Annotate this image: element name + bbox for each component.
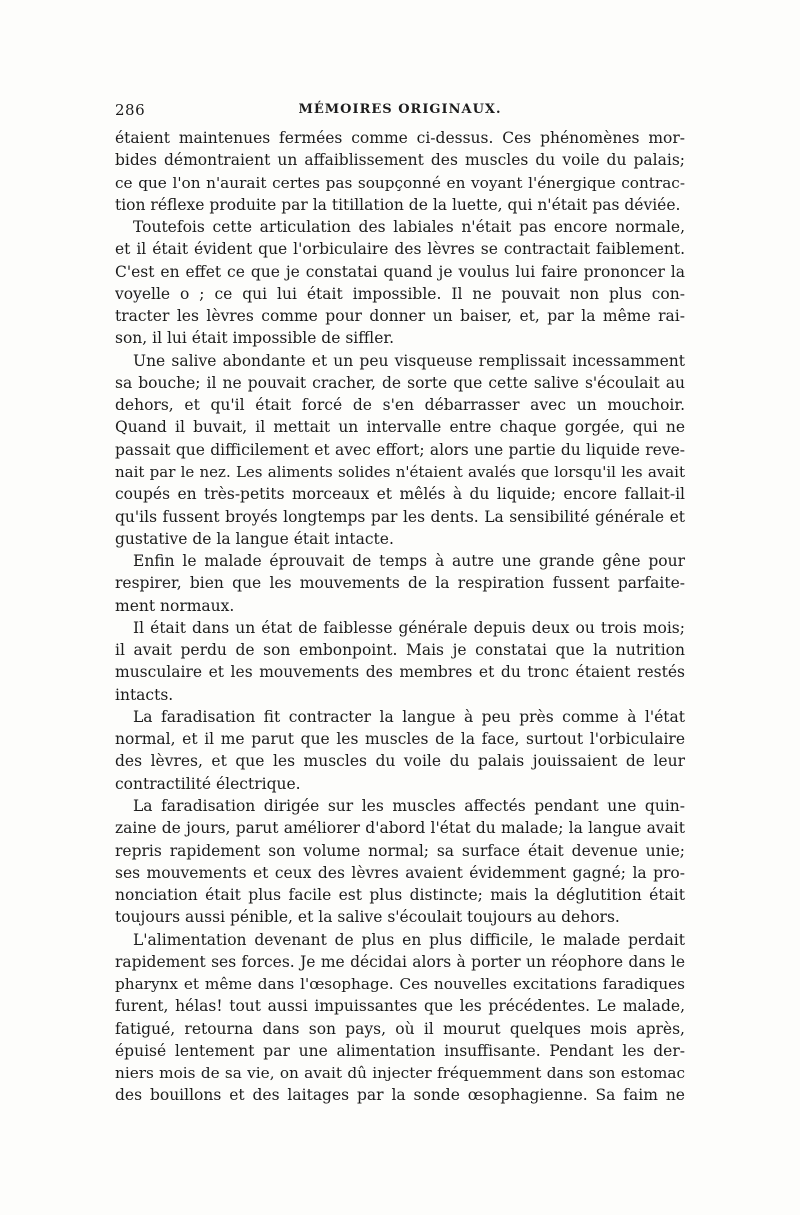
text-line: niers mois de sa vie, on avait dû injecter fréquemment dans son estomac bbox=[115, 1064, 685, 1083]
page-number: 286 bbox=[115, 101, 146, 119]
running-title: MÉMOIRES ORIGINAUX. bbox=[298, 102, 502, 117]
text-line: toujours aussi pénible, et la salive s'écoulait toujours au dehors. bbox=[115, 908, 620, 927]
text-line: zaine de jours, parut améliorer d'abord l'état du malade; la langue avait bbox=[115, 819, 685, 838]
text-line: C'est en effet ce que je constatai quand je voulus lui faire prononcer la bbox=[115, 262, 685, 281]
text-line: repris rapidement son volume normal; sa surface était devenue unie; bbox=[115, 841, 685, 860]
text-line: Toutefois cette articulation des labiales n'était pas encore normale, bbox=[133, 218, 685, 237]
text-line: respirer, bien que les mouvements de la respiration fussent parfaite- bbox=[115, 574, 685, 593]
text-line: nonciation était plus facile est plus distincte; mais la déglutition était bbox=[115, 886, 685, 905]
text-line: tion réflexe produite par la titillation de la luette, qui n'était pas déviée. bbox=[115, 195, 681, 214]
text-line: étaient maintenues fermées comme ci-dessus. Ces phénomènes mor- bbox=[115, 129, 685, 147]
text-line: nait par le nez. Les aliments solides n'étaient avalés que lorsqu'il les avait bbox=[115, 462, 685, 481]
running-head bbox=[115, 100, 685, 124]
text-line: Il était dans un état de faiblesse générale depuis deux ou trois mois; bbox=[133, 618, 685, 637]
text-line: ce que l'on n'aurait certes pas soupçonné en voyant l'énergique contrac- bbox=[115, 173, 685, 192]
text-line: Enfin le malade éprouvait de temps à autre une grande gêne pour bbox=[133, 552, 685, 571]
text-line: son, il lui était impossible de siffler. bbox=[115, 329, 395, 348]
text-line: Quand il buvait, il mettait un intervalle entre chaque gorgée, qui ne bbox=[115, 418, 685, 437]
text-line: La faradisation fit contracter la langue à peu près comme à l'état bbox=[133, 707, 685, 726]
text-line: des lèvres, et que les muscles du voile du palais jouissaient de leur bbox=[115, 752, 685, 771]
text-line: qu'ils fussent broyés longtemps par les dents. La sensibilité générale et bbox=[115, 507, 685, 526]
text-line: Une salive abondante et un peu visqueuse remplissait incessamment bbox=[133, 351, 685, 370]
text-line: ment normaux. bbox=[115, 596, 235, 615]
text-line: L'alimentation devenant de plus en plus difficile, le malade perdait bbox=[133, 930, 685, 949]
text-line: voyelle o ; ce qui lui était impossible. Il ne pouvait non plus con- bbox=[115, 284, 685, 303]
text-line: fatigué, retourna dans son pays, où il mourut quelques mois après, bbox=[115, 1019, 685, 1038]
body-text bbox=[115, 127, 685, 1107]
text-line: bides démontraient un affaiblissement des muscles du voile du palais; bbox=[115, 151, 685, 170]
text-line: pharynx et même dans l'œsophage. Ces nouvelles excitations faradiques bbox=[115, 975, 685, 994]
text-line: musculaire et les mouvements des membres et du tronc étaient restés bbox=[115, 663, 685, 682]
text-line: intacts. bbox=[115, 685, 174, 704]
text-line: dehors, et qu'il était forcé de s'en débarrasser avec un mouchoir. bbox=[115, 396, 685, 415]
text-line: passait que difficilement et avec effort; alors une partie du liquide reve- bbox=[115, 440, 685, 459]
text-line: tracter les lèvres comme pour donner un baiser, et, par la même rai- bbox=[115, 307, 685, 326]
text-line: ses mouvements et ceux des lèvres avaient évidemment gagné; la pro- bbox=[115, 863, 685, 882]
text-line: sa bouche; il ne pouvait cracher, de sorte que cette salive s'écoulait au bbox=[115, 373, 685, 392]
text-line: La faradisation dirigée sur les muscles affectés pendant une quin- bbox=[133, 796, 685, 815]
text-line: il avait perdu de son embonpoint. Mais je constatai que la nutrition bbox=[115, 641, 685, 660]
text-line: et il était évident que l'orbiculaire des lèvres se contractait faiblement. bbox=[115, 240, 685, 259]
text-line: coupés en très-petits morceaux et mêlés à du liquide; encore fallait-il bbox=[115, 485, 685, 504]
text-line: rapidement ses forces. Je me décidai alors à porter un réophore dans le bbox=[115, 952, 685, 971]
text-line: furent, hélas! tout aussi impuissantes que les précédentes. Le malade, bbox=[115, 997, 685, 1016]
text-line: gustative de la langue était intacte. bbox=[115, 529, 394, 548]
text-line: épuisé lentement par une alimentation insuffisante. Pendant les der- bbox=[115, 1041, 685, 1060]
text-line: contractilité électrique. bbox=[115, 774, 301, 793]
text-line: des bouillons et des laitages par la sonde œsophagienne. Sa faim ne bbox=[115, 1086, 685, 1105]
text-line: normal, et il me parut que les muscles de la face, surtout l'orbiculaire bbox=[115, 730, 685, 749]
